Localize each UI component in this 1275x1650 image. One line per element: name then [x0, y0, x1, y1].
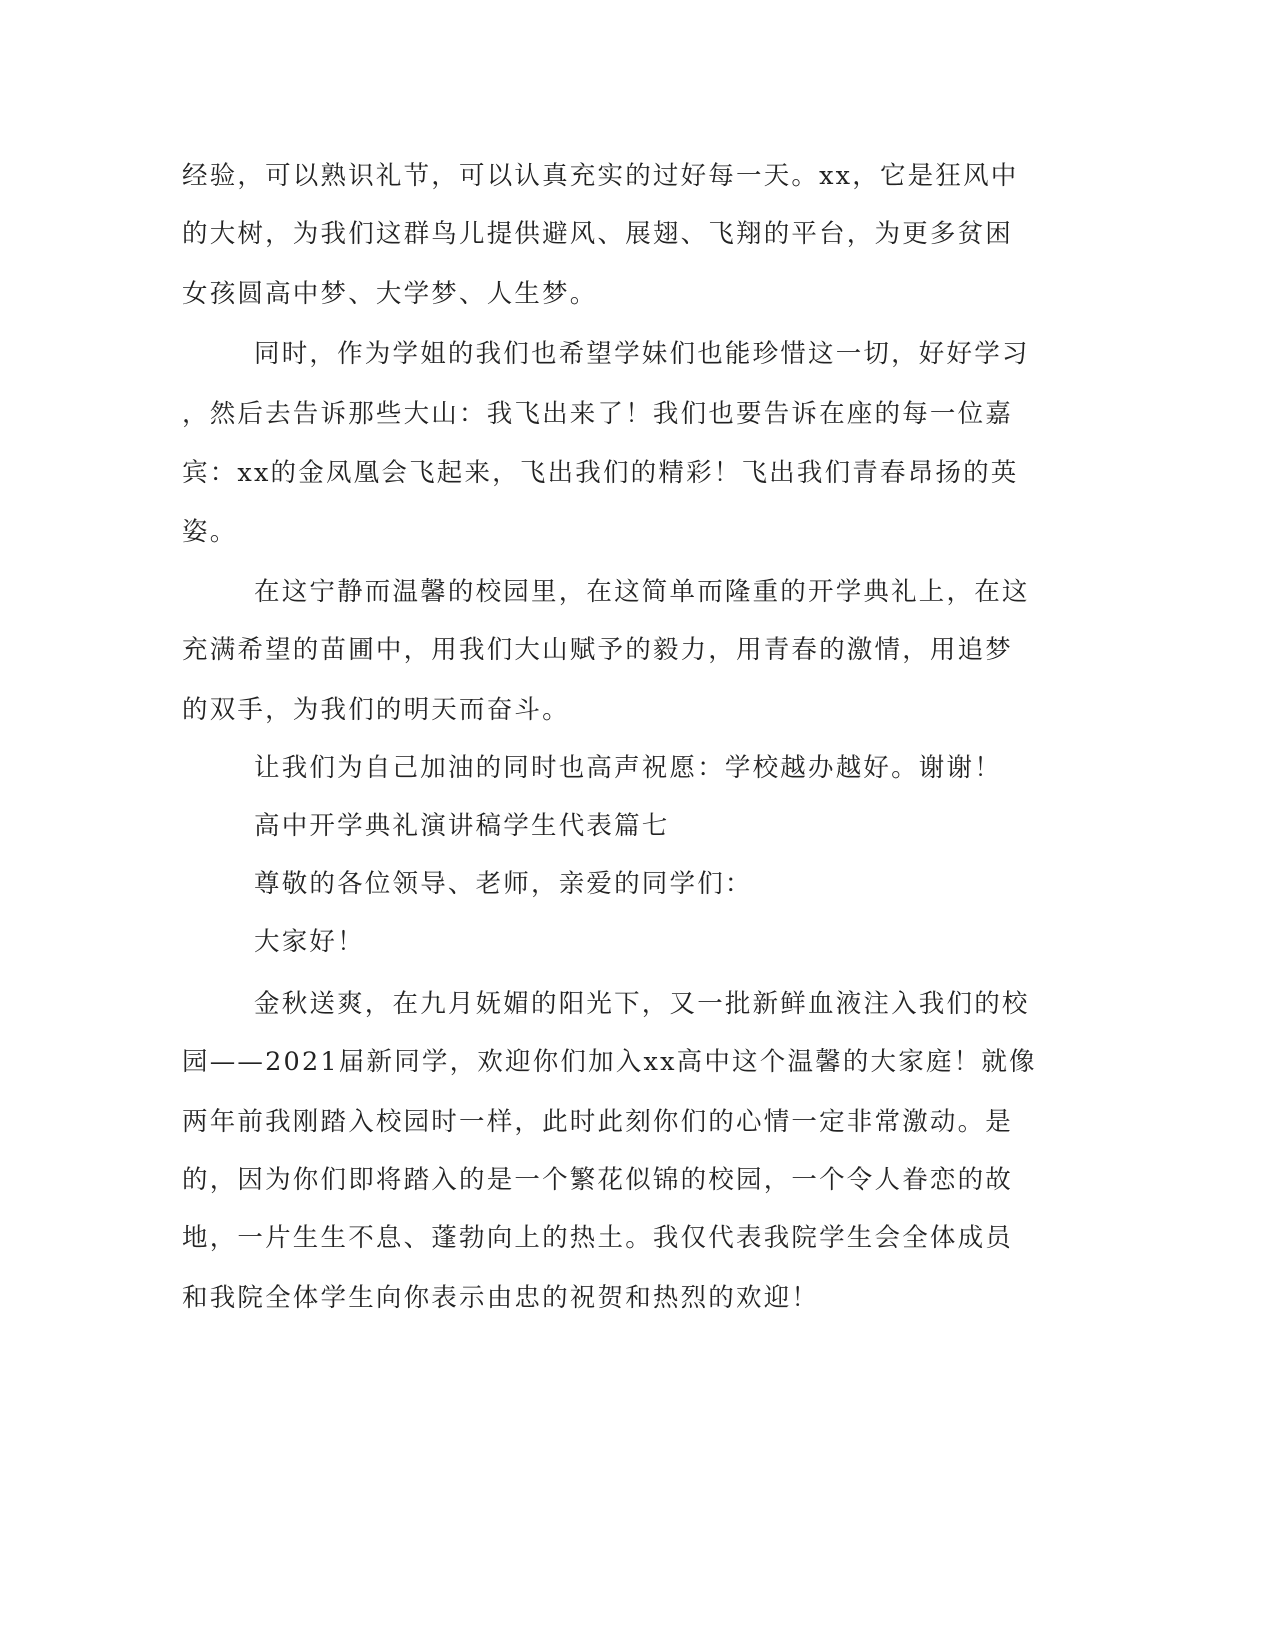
paragraph-first-line: 让我们为自己加油的同时也高声祝愿：学校越办越好。谢谢！ — [254, 753, 1002, 783]
text-line: 姿。 — [182, 517, 238, 547]
text-line: 两年前我刚踏入校园时一样，此时此刻你们的心情一定非常激动。是 — [182, 1107, 1014, 1137]
paragraph-first-line: 金秋送爽，在九月妩媚的阳光下，又一批新鲜血液注入我们的校 — [254, 989, 1030, 1019]
text-line: 女孩圆高中梦、大学梦、人生梦。 — [182, 279, 598, 309]
text-line: 经验，可以熟识礼节，可以认真充实的过好每一天。xx，它是狂风中 — [182, 161, 1019, 191]
section-heading: 高中开学典礼演讲稿学生代表篇七 — [254, 811, 670, 841]
text-line: 园——2021届新同学，欢迎你们加入xx高中这个温馨的大家庭！就像 — [182, 1047, 1037, 1077]
text-line: 充满希望的苗圃中，用我们大山赋予的毅力，用青春的激情，用追梦 — [182, 635, 1014, 665]
text-line: 和我院全体学生向你表示由忠的祝贺和热烈的欢迎！ — [182, 1283, 820, 1313]
paragraph-first-line: 同时，作为学姐的我们也希望学妹们也能珍惜这一切，好好学习 — [254, 339, 1030, 369]
text-line: 的双手，为我们的明天而奋斗。 — [182, 695, 570, 725]
text-line: 宾：xx的金凤凰会飞起来，飞出我们的精彩！飞出我们青春昂扬的英 — [182, 458, 1019, 488]
salutation: 尊敬的各位领导、老师，亲爱的同学们： — [254, 869, 753, 899]
text-line: 的大树，为我们这群鸟儿提供避风、展翅、飞翔的平台，为更多贫困 — [182, 219, 1014, 249]
text-line: ，然后去告诉那些大山：我飞出来了！我们也要告诉在座的每一位嘉 — [182, 399, 1014, 429]
paragraph-first-line: 在这宁静而温馨的校园里，在这简单而隆重的开学典礼上，在这 — [254, 577, 1030, 607]
text-line: 地，一片生生不息、蓬勃向上的热土。我仅代表我院学生会全体成员 — [182, 1223, 1014, 1253]
text-line: 的，因为你们即将踏入的是一个繁花似锦的校园，一个令人眷恋的故 — [182, 1165, 1014, 1195]
greeting: 大家好！ — [254, 927, 365, 957]
